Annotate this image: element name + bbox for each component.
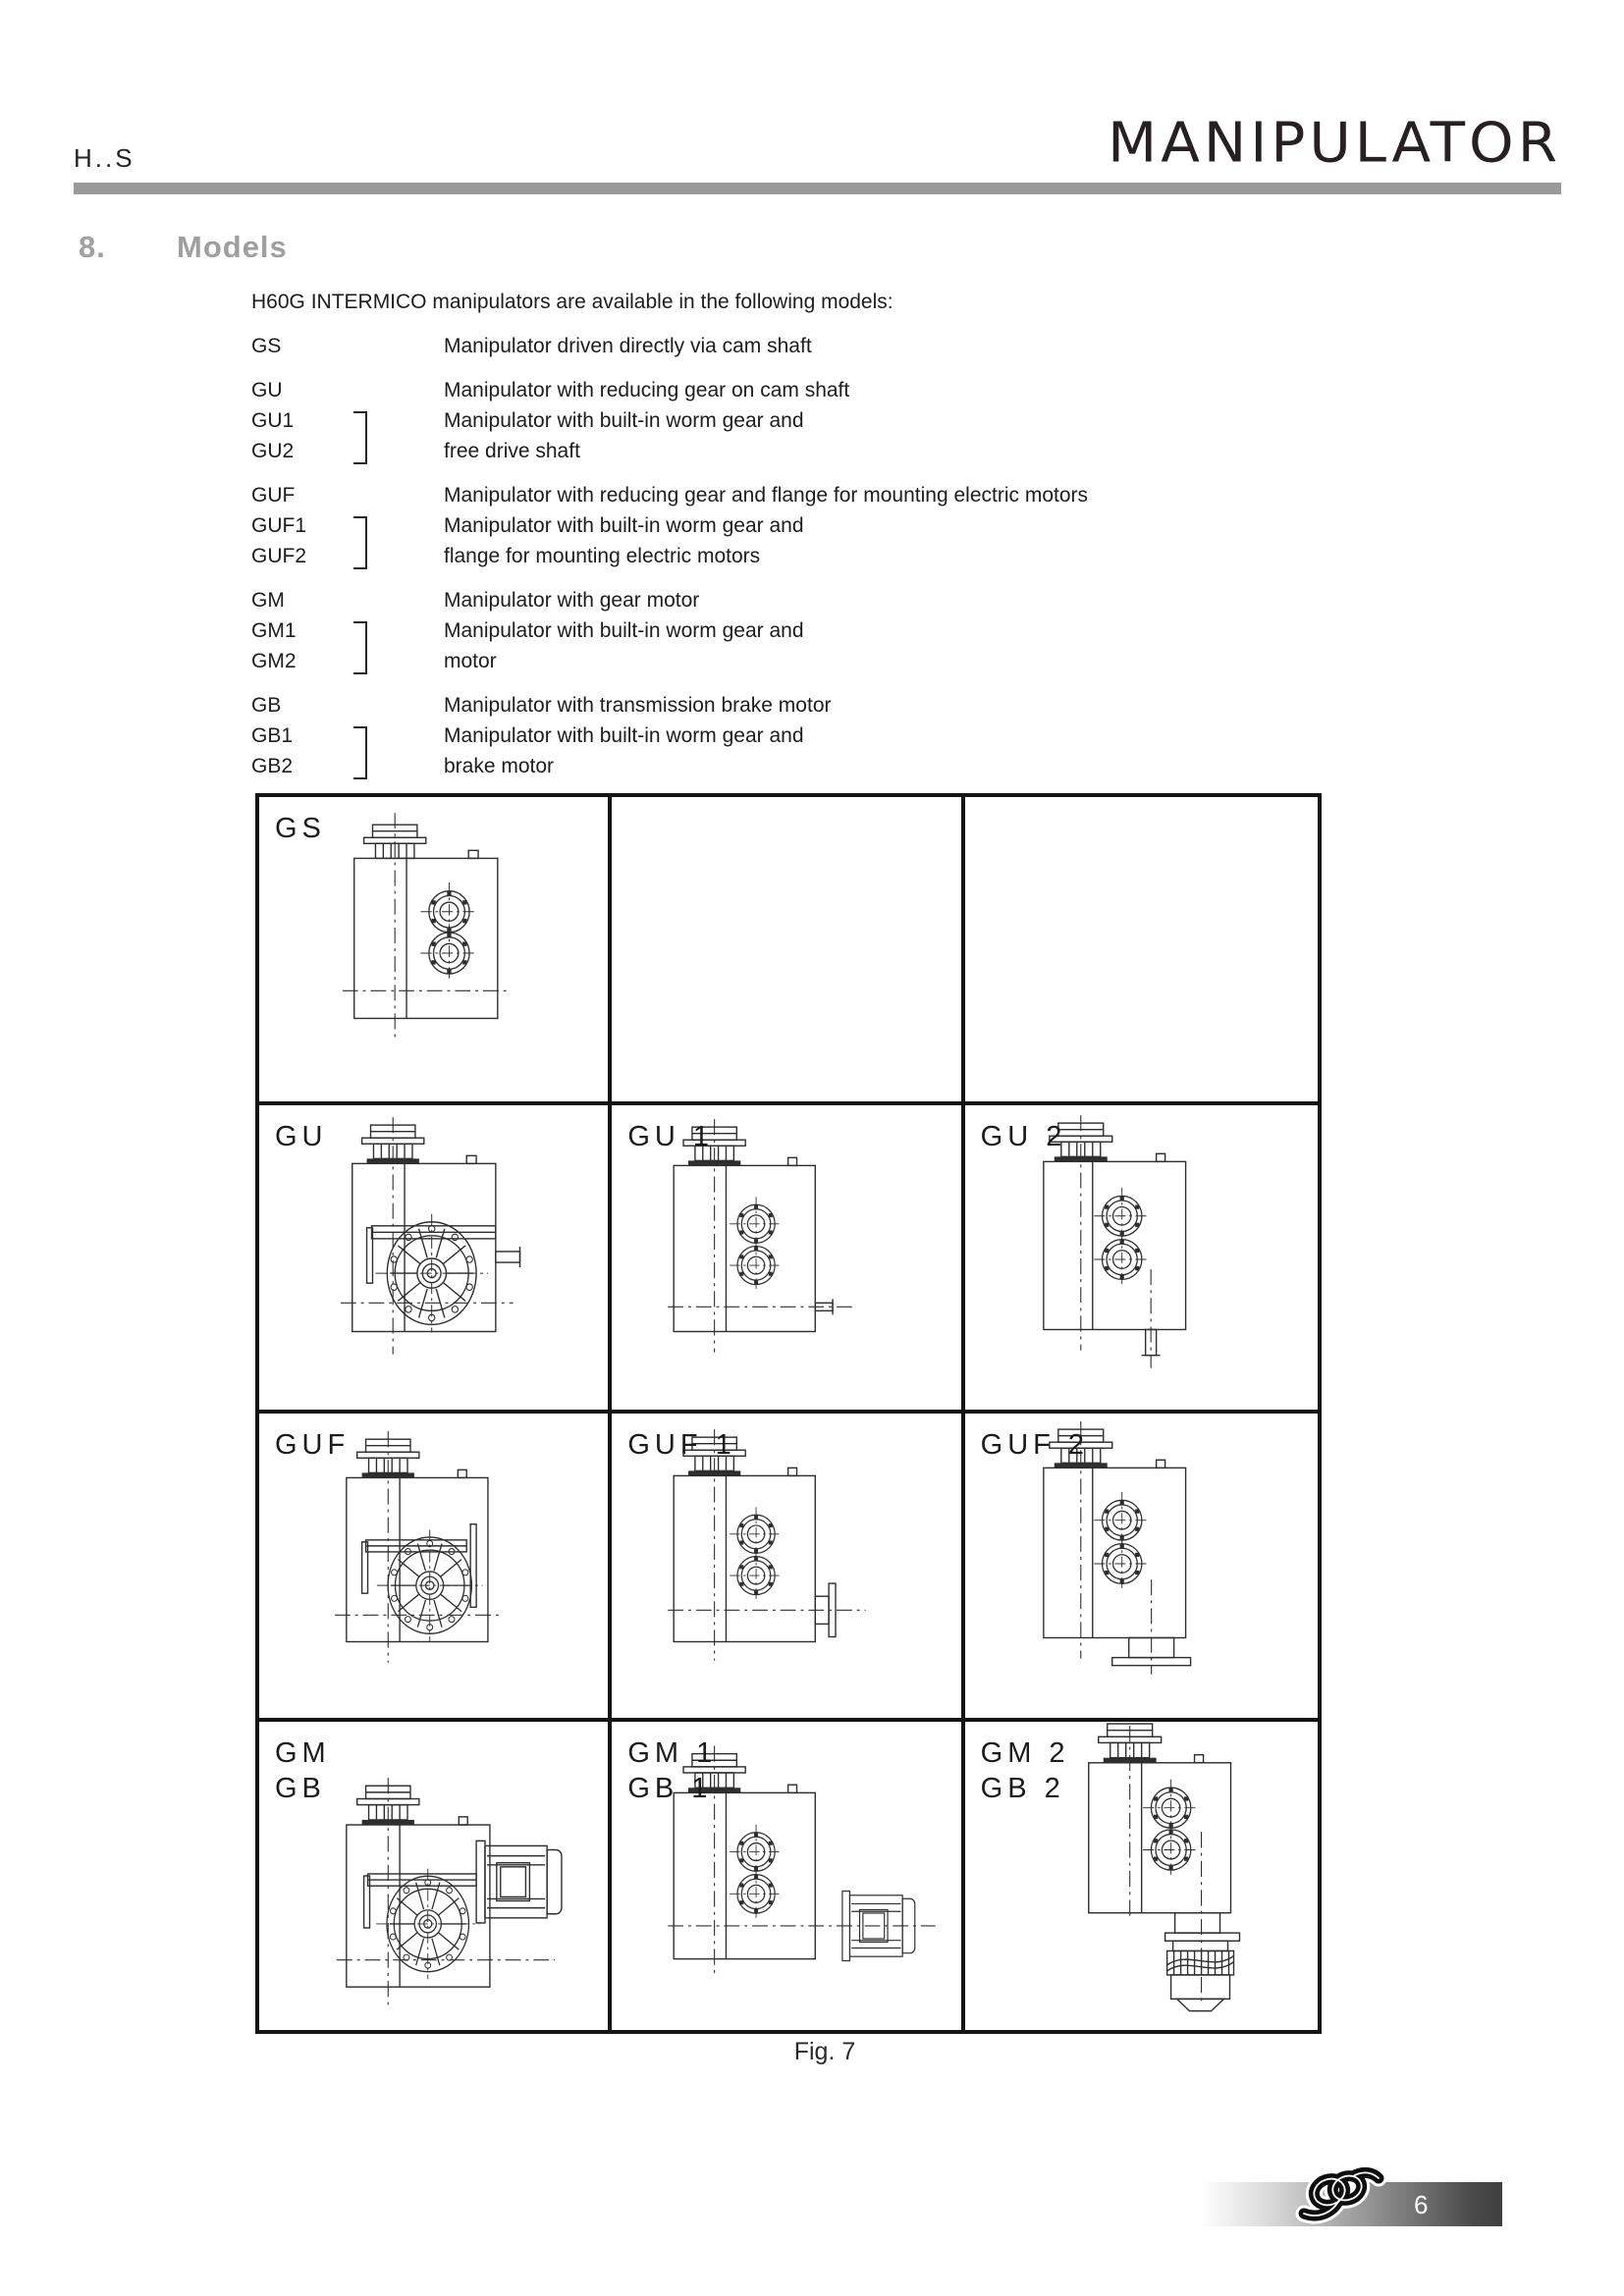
model-row — [251, 690, 1489, 721]
cell-label-line: GU 1 — [627, 1121, 715, 1152]
model-row — [251, 375, 1489, 405]
model-row — [251, 510, 1489, 541]
cell-label — [627, 1119, 714, 1154]
cell-label-line: GB 1 — [627, 1773, 713, 1804]
cell-label-line: GU 2 — [980, 1121, 1067, 1152]
model-code: GUF — [251, 484, 296, 507]
cell-label — [627, 1427, 735, 1463]
cell-label-line: GUF — [275, 1429, 351, 1461]
cell-label-line: GS — [275, 813, 326, 844]
page-title: MANIPULATOR — [1108, 110, 1561, 175]
cell-label-line: GM 2 — [980, 1737, 1070, 1769]
cell-label-line: GUF 2 — [980, 1429, 1090, 1461]
cell-label-line: GM — [275, 1737, 331, 1769]
figure-cell-gu1 — [612, 1105, 964, 1414]
model-code: GU — [251, 379, 283, 401]
model-code: GUF1 — [251, 514, 307, 537]
cell-label — [275, 1735, 331, 1806]
model-group-gs — [251, 331, 1489, 361]
model-description: Manipulator driven directly via cam shaft — [444, 335, 812, 357]
header-product-code: H..S — [74, 143, 135, 173]
section-heading — [79, 230, 288, 265]
cell-label-line: GU — [275, 1121, 328, 1152]
model-group-guf — [251, 480, 1489, 571]
figure-cell-empty — [965, 797, 1318, 1105]
model-group-gu — [251, 375, 1489, 466]
model-code: GS — [251, 335, 282, 357]
bracket-glyph — [353, 411, 367, 464]
figure-cell-gs — [259, 797, 612, 1105]
figure-cell-gm-gb — [259, 1722, 612, 2030]
figure-cell-gu2 — [965, 1105, 1318, 1414]
model-row — [251, 480, 1489, 510]
model-code: GB2 — [251, 755, 294, 777]
figure-cell-gu — [259, 1105, 612, 1414]
model-row — [251, 751, 1489, 781]
model-description: Manipulator with transmission brake motor — [444, 694, 832, 717]
cell-label — [275, 1119, 328, 1154]
model-description: free drive shaft — [444, 440, 580, 462]
cell-label-line: GM 1 — [627, 1737, 718, 1769]
cell-label — [981, 1735, 1070, 1806]
header-rule — [74, 183, 1561, 194]
model-description: Manipulator with built-in worm gear and — [444, 724, 804, 747]
model-description: Manipulator with built-in worm gear and — [444, 514, 804, 537]
model-code: GU2 — [251, 440, 295, 462]
model-code: GUF2 — [251, 545, 307, 567]
model-description: brake motor — [444, 755, 555, 777]
figure-cell-empty — [612, 797, 964, 1105]
model-row — [251, 615, 1489, 646]
cell-label — [627, 1735, 717, 1806]
model-description: Manipulator with reducing gear on cam shaft — [444, 379, 850, 401]
section-title: Models — [177, 230, 288, 264]
model-description: flange for mounting electric motors — [444, 545, 761, 567]
model-row — [251, 331, 1489, 361]
model-row — [251, 585, 1489, 615]
model-row — [251, 405, 1489, 436]
model-description: Manipulator with gear motor — [444, 589, 700, 612]
model-code: GB1 — [251, 724, 294, 747]
model-group-gb — [251, 690, 1489, 781]
cell-label — [275, 811, 326, 846]
cell-label-line: GB — [275, 1773, 326, 1804]
models-list — [251, 287, 1489, 781]
model-row — [251, 646, 1489, 676]
figure-table — [255, 793, 1322, 2034]
section-number: 8. — [79, 230, 106, 264]
figure-cell-gm2-gb2 — [965, 1722, 1318, 2030]
model-code: GU1 — [251, 409, 295, 432]
cell-label — [981, 1119, 1067, 1154]
cell-label-line: GUF 1 — [627, 1429, 736, 1461]
figure-cell-guf — [259, 1414, 612, 1722]
models-intro: H60G INTERMICO manipulators are available in the following models: — [251, 291, 893, 313]
model-description: Manipulator with reducing gear and flange for mounting electric motors — [444, 484, 1089, 507]
model-code: GM2 — [251, 650, 297, 672]
figure-cell-guf2 — [965, 1414, 1318, 1722]
model-description: motor — [444, 650, 497, 672]
model-description: Manipulator with built-in worm gear and — [444, 619, 804, 642]
model-code: GM — [251, 589, 285, 612]
footer-bar — [1200, 2182, 1502, 2226]
bracket-glyph — [353, 726, 367, 779]
model-row — [251, 541, 1489, 571]
model-row — [251, 721, 1489, 751]
figure-caption: Fig. 7 — [793, 2038, 856, 2065]
model-code: GB — [251, 694, 282, 717]
bracket-glyph — [353, 621, 367, 674]
model-description: Manipulator with built-in worm gear and — [444, 409, 804, 432]
cell-label-line: GB 2 — [980, 1773, 1065, 1804]
model-code: GM1 — [251, 619, 297, 642]
figure-cell-guf1 — [612, 1414, 964, 1722]
page-number: 6 — [1414, 2190, 1430, 2219]
cell-label — [981, 1427, 1089, 1463]
model-group-gm — [251, 585, 1489, 676]
figure-cell-gm1-gb1 — [612, 1722, 964, 2030]
model-row — [251, 436, 1489, 466]
bracket-glyph — [353, 516, 367, 569]
knot-logo-icon — [1290, 2164, 1388, 2229]
cell-label — [275, 1427, 350, 1463]
